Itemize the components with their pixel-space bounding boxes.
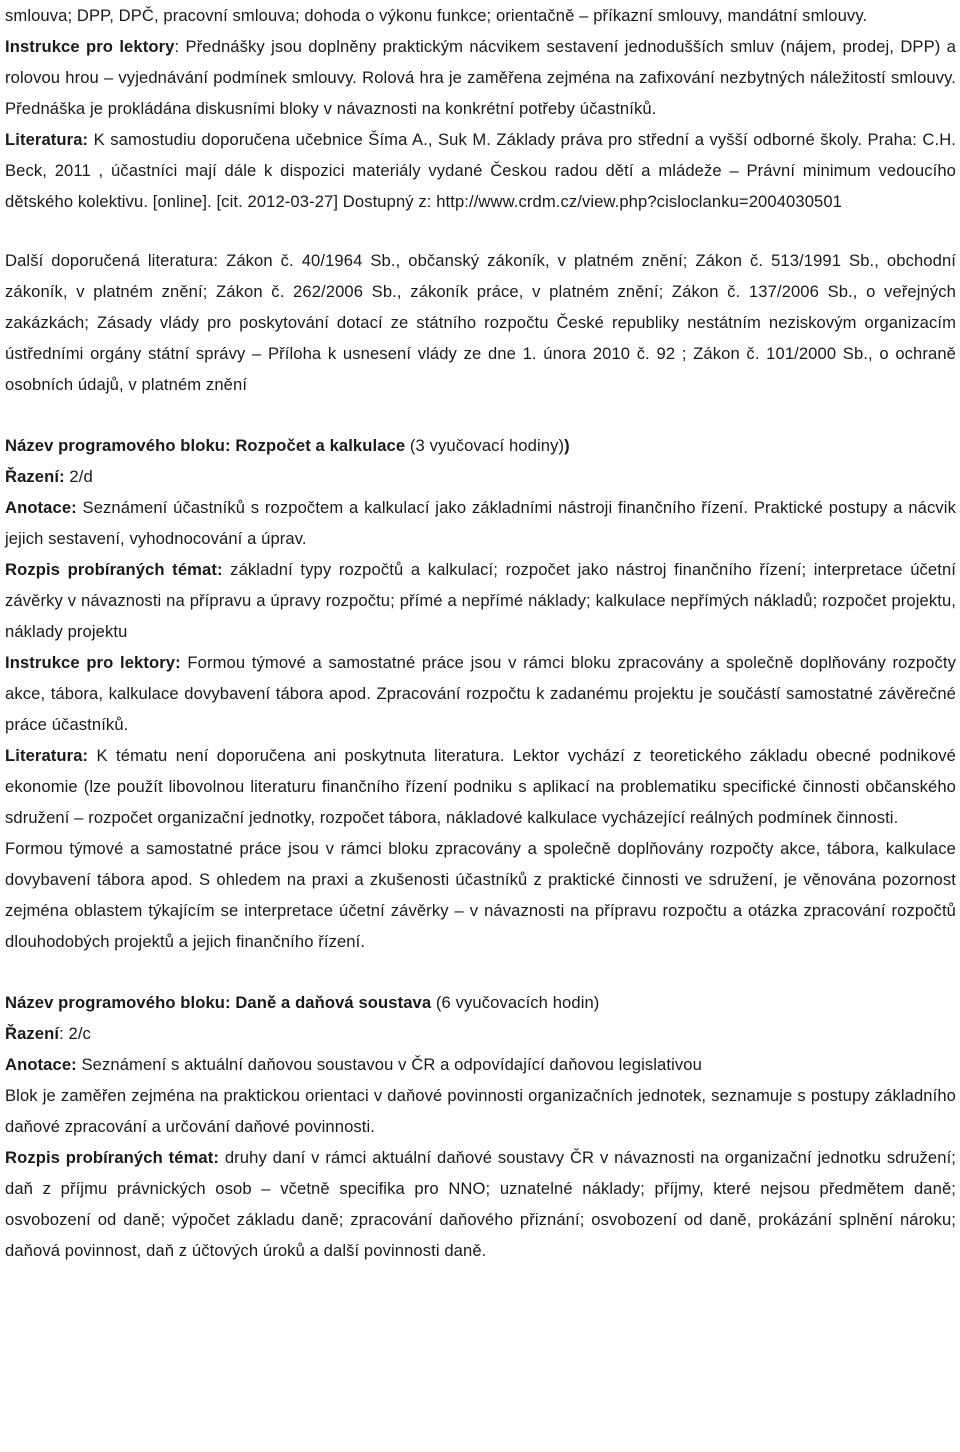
further-literature-text: Další doporučená literatura: Zákon č. 40/1964 Sb., občanský zákoník, v platném znění; Zákon č. 513/1991 Sb., obchodní zákoník, v platném znění; Zákon č. 262/2006 Sb., zákoník práce, v platném znění; Zákon č. 137/2006 Sb., o veřejných zakázkách; Zásady vlády pro poskytování dotací ze státního rozpočtu České republiky nestátním neziskovým organizacím ústředními orgány státní správy – Příloha k usnesení vlády ze dne 1. února 2010 č. 92 ; Zákon č. 101/2000 Sb., o ochraně osobních údajů, v platném znění — [5, 251, 956, 394]
prev-block-intro — [5, 0, 956, 31]
budget-block-extra — [5, 833, 956, 957]
budget-title-hours: (3 vyučovací hodiny) — [405, 436, 565, 455]
spacer — [5, 957, 956, 987]
tax-block-topics — [5, 1142, 956, 1266]
spacer — [5, 400, 956, 430]
budget-literature-text: K tématu není doporučena ani poskytnuta literatura. Lektor vychází z teoretického základu obecné podnikové ekonomie (lze použít libovolnou literaturu finančního řízení podniku s aplikací na problematiku specifické činnosti občanského sdružení – rozpočet organizační jednotky, rozpočet tábora, nákladové kalkulace vycházející reálných podmínek činnosti. — [5, 746, 956, 827]
tax-title-hours: (6 vyučovacích hodin) — [431, 993, 600, 1012]
tax-title-label: Název programového bloku: Daně a daňová soustava — [5, 993, 432, 1012]
budget-topics-label: Rozpis probíraných témat: — [5, 560, 223, 579]
budget-literature-label: Literatura: — [5, 746, 89, 765]
budget-instructions-label: Instrukce pro lektory: — [5, 653, 181, 672]
budget-block-title — [5, 430, 956, 461]
budget-instructions-text: Formou týmové a samostatné práce jsou v rámci bloku zpracovány a společně doplňovány rozpočty akce, tábora, kalkulace dovybavení tábora apod. Zpracování rozpočtu k zadanému projektu je součástí samostatné závěrečné práce účastníků. — [5, 653, 957, 734]
instructions-label: Instrukce pro lektory — [5, 37, 175, 56]
budget-annotation-label: Anotace: — [5, 498, 77, 517]
tax-annotation-label: Anotace: — [5, 1055, 77, 1074]
tax-topics-label: Rozpis probíraných témat: — [5, 1148, 220, 1167]
budget-block-literature — [5, 740, 956, 833]
prev-block-instructions — [5, 31, 956, 124]
further-literature — [5, 245, 956, 400]
tax-block-annotation — [5, 1049, 956, 1080]
tax-block-order — [5, 1018, 956, 1049]
prev-block-literature — [5, 124, 956, 217]
literature-label: Literatura: — [5, 130, 89, 149]
spacer — [5, 217, 956, 245]
tax-topics-text: druhy daní v rámci aktuální daňové soustavy ČR v návaznosti na organizační jednotku sdružení; daň z příjmu právnických osob – včetně specifika pro NNO; uznatelné náklady; příjmy, které nejsou předmětem daně; osvobození od daně; výpočet základu daně; zpracování daňového přiznání; osvobození od daně, prokázání splnění nároku; daňová povinnost, daň z účtových úroků a další povinnosti daně. — [5, 1148, 956, 1260]
document-page — [5, 0, 956, 1266]
budget-annotation-text: Seznámení účastníků s rozpočtem a kalkulací jako základními nástroji finančního řízení. Praktické postupy a nácvik jejich sestavení, vyhodnocování a úprav. — [5, 498, 956, 548]
budget-extra-text: Formou týmové a samostatné práce jsou v rámci bloku zpracovány a společně doplňovány rozpočty akce, tábora, kalkulace dovybavení tábora apod. S ohledem na praxi a zkušenosti účastníků z praktické činnosti ve sdružení, je věnována pozornost zejména oblastem týkajícím se interpretace účetní závěrky – v návaznosti na přípravu rozpočtu a otázka zpracování rozpočtů dlouhodobých projektů a jejich finančního řízení. — [5, 839, 956, 951]
literature-text: K samostudiu doporučena učebnice Šíma A., Suk M. Základy práva pro střední a vyšší odborné školy. Praha: C.H. Beck, 2011 , účastníci mají dále k dispozici materiály vydané Českou radou dětí a mládeže – Právní minimum vedoucího dětského kolektivu. [online]. [cit. 2012-03-27] Dostupný z: http://www.crdm.cz/view.php?cisloclanku=2004030501 — [5, 130, 956, 211]
budget-order-label: Řazení: — [5, 467, 65, 486]
tax-block-description — [5, 1080, 956, 1142]
budget-block-order — [5, 461, 956, 492]
budget-topics-text: základní typy rozpočtů a kalkulací; rozpočet jako nástroj finančního řízení; interpretace účetní závěrky v návaznosti na přípravu a úpravy rozpočtu; přímé a nepřímé náklady; kalkulace nepřímých nákladů; rozpočet projektu, náklady projektu — [5, 560, 956, 641]
budget-block-annotation — [5, 492, 956, 554]
tax-block-text: Blok je zaměřen zejména na praktickou orientaci v daňové povinnosti organizačních jednotek, seznamuje s postupy základního daňové zpracování a určování daňové povinnosti. — [5, 1086, 956, 1136]
tax-order-label: Řazení — [5, 1024, 60, 1043]
tax-block-title — [5, 987, 956, 1018]
budget-title-close: ) — [564, 436, 570, 455]
instructions-text: : Přednášky jsou doplněny praktickým nácvikem sestavení jednodušších smluv (nájem, prodej, DPP) a rolovou hrou – vyjednávání podmínek smlouvy. Rolová hra je zaměřena zejména na zafixování nezbytných náležitostí smlouvy. Přednáška je prokládána diskusními bloky v návaznosti na konkrétní potřeby účastníků. — [5, 37, 957, 118]
budget-title-label: Název programového bloku: Rozpočet a kalkulace — [5, 436, 406, 455]
tax-annotation-text: Seznámení s aktuální daňovou soustavou v ČR a odpovídající daňovou legislativou — [76, 1055, 702, 1074]
budget-order-value: 2/d — [64, 467, 93, 486]
budget-block-instructions — [5, 647, 956, 740]
budget-block-topics — [5, 554, 956, 647]
tax-order-value: : 2/c — [59, 1024, 91, 1043]
intro-text: smlouva; DPP, DPČ, pracovní smlouva; dohoda o výkonu funkce; orientačně – příkazní smlouvy, mandátní smlouvy. — [5, 6, 868, 25]
